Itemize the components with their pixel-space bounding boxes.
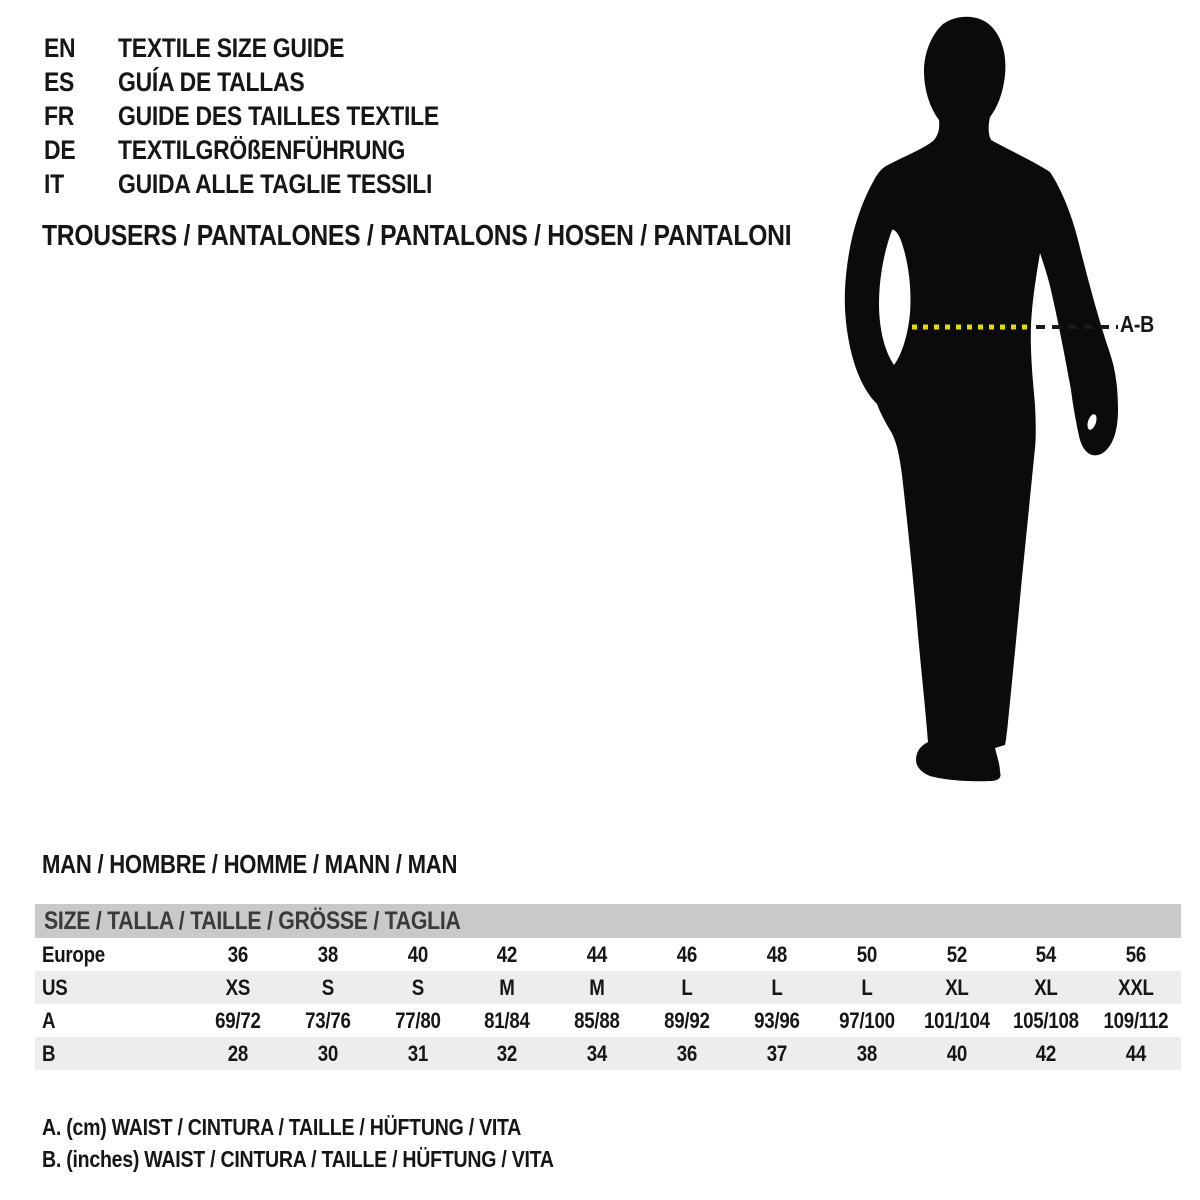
size-cell: 73/76 [304,1008,351,1033]
language-title: TEXTILGRÖßENFÜHRUNG [118,135,406,165]
table-row-europe [35,938,1181,971]
size-table-header [35,904,1181,938]
size-cell: 52 [946,942,967,967]
size-cell: 37 [766,1041,787,1066]
section-title: MAN / HOMBRE / HOMME / MANN / MAN [42,849,458,879]
size-cell: 44 [1125,1041,1147,1066]
size-cell: 89/92 [664,1008,710,1033]
size-cell: 42 [497,942,518,967]
language-code: EN [44,33,76,63]
size-cell: 93/96 [754,1008,800,1033]
size-cell: 31 [407,1041,428,1066]
size-cell: 34 [587,1041,608,1066]
size-cell: 32 [497,1041,518,1066]
language-title: GUIDA ALLE TAGLIE TESSILI [118,169,433,199]
size-cell: M [589,975,605,1000]
note-a-cm: A. (cm) WAIST / CINTURA / TAILLE / HÜFTUNG / VITA [42,1114,522,1140]
language-row-fr [44,99,496,133]
size-cell: 69/72 [215,1008,261,1033]
size-cell: 54 [1036,942,1057,967]
size-cell: 97/100 [838,1008,895,1033]
table-row-b-inches [35,1037,1181,1070]
language-code: IT [44,169,64,199]
language-title: TEXTILE SIZE GUIDE [118,33,345,63]
size-cell: XXL [1118,975,1154,1000]
size-cell: 36 [676,1041,698,1066]
row-label: US [42,975,68,1000]
note-b-inches: B. (inches) WAIST / CINTURA / TAILLE / HÜFTUNG / VITA [42,1146,554,1172]
size-cell: 109/112 [1103,1008,1169,1033]
size-cell: S [411,975,424,1000]
size-cell: 36 [227,942,249,967]
size-cell: 44 [587,942,608,967]
category-title: TROUSERS / PANTALONES / PANTALONS / HOSEN / PANTALONI [42,220,792,252]
size-cell: 40 [407,942,428,967]
size-cell: XS [225,975,251,1000]
size-cell: 48 [766,942,787,967]
man-silhouette-figure [840,10,1170,800]
row-label: A [42,1008,56,1033]
size-cell: M [499,975,516,1000]
size-cell: 38 [317,942,338,967]
row-label: B [42,1041,56,1066]
size-cell: 101/104 [923,1008,990,1033]
size-table [35,904,1181,1070]
size-cell: 28 [227,1041,249,1066]
size-cell: 77/80 [394,1008,441,1033]
measure-label: A-B [1120,311,1154,337]
size-cell: L [861,975,873,1000]
size-cell: L [771,975,783,1000]
row-label: Europe [42,942,105,967]
table-row-a-cm [35,1004,1181,1037]
language-row-es [44,65,496,99]
size-cell: 38 [856,1041,877,1066]
table-row-us [35,971,1181,1004]
size-cell: 105/108 [1013,1008,1080,1033]
size-table-header-label: SIZE / TALLA / TAILLE / GRÖSSE / TAGLIA [44,907,461,935]
man-silhouette [845,17,1118,782]
size-cell: 42 [1036,1041,1057,1066]
size-cell: 81/84 [484,1008,531,1033]
size-cell: S [321,975,334,1000]
size-cell: 40 [946,1041,967,1066]
language-title: GUÍA DE TALLAS [118,67,305,97]
language-row-en [44,31,496,65]
language-code: FR [44,101,75,131]
size-cell: 85/88 [574,1008,620,1033]
size-cell: XL [1034,975,1058,1000]
size-cell: 30 [317,1041,338,1066]
language-row-de [44,133,496,167]
language-row-it [44,167,496,201]
man-silhouette-svg [840,10,1170,800]
language-code: DE [44,135,76,165]
size-cell: 56 [1125,942,1147,967]
size-cell: 46 [676,942,698,967]
size-cell: XL [944,975,969,1000]
language-code: ES [44,67,75,97]
size-cell: 50 [856,942,877,967]
size-cell: L [681,975,693,1000]
language-title: GUIDE DES TAILLES TEXTILE [118,101,439,131]
language-list [44,31,496,201]
